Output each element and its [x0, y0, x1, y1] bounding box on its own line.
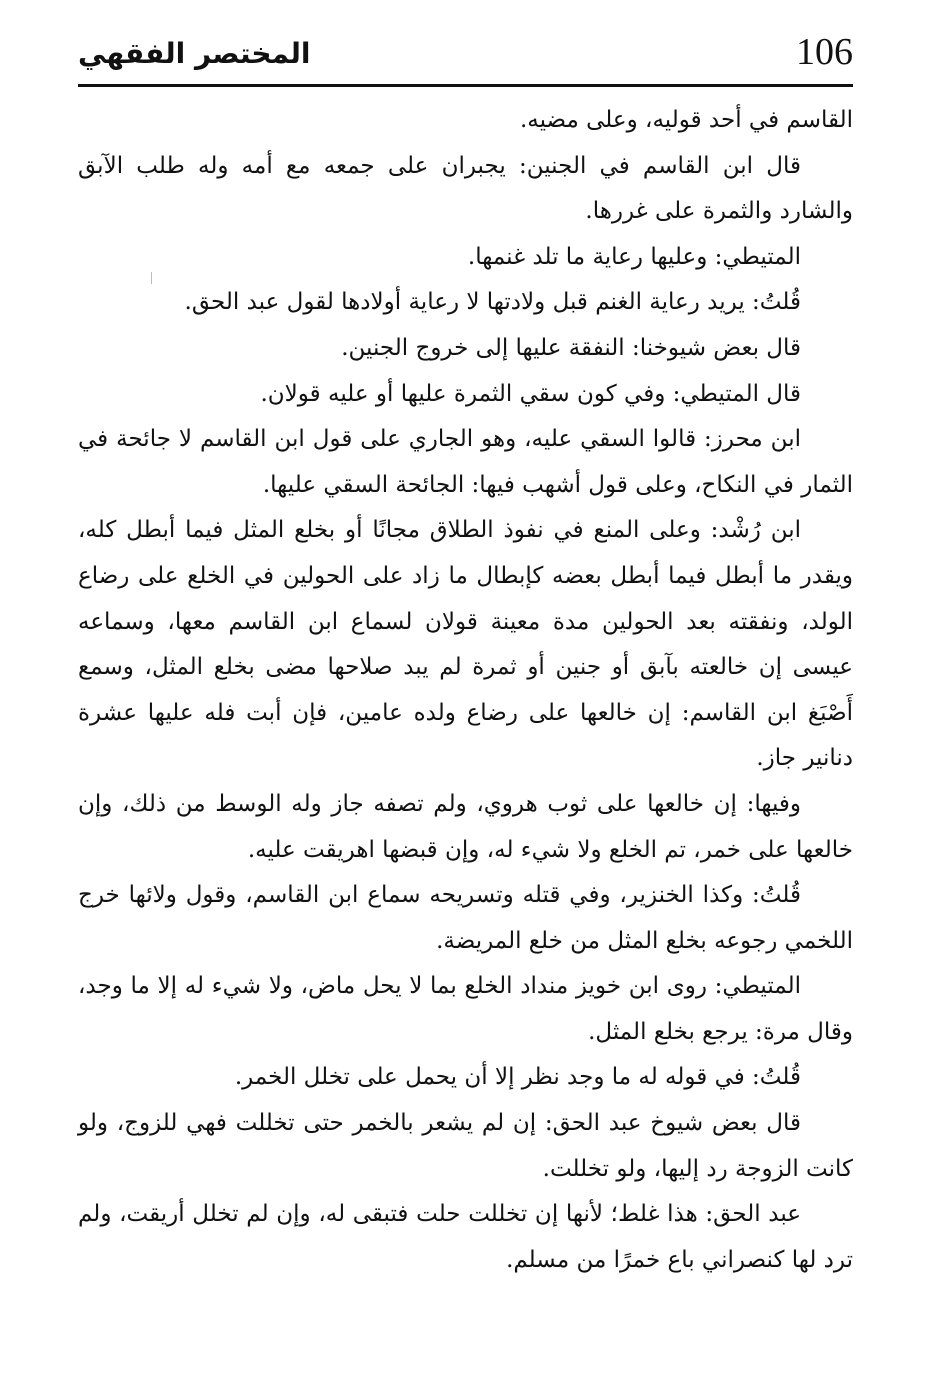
paragraph: وفيها: إن خالعها على ثوب هروي، ولم تصفه جاز وله الوسط من ذلك، وإن خالعها على خمر، تم الخلع ولا شيء له، وإن قبضها اهريقت عليه. [78, 790, 853, 863]
paragraph: المتيطي: وعليها رعاية ما تلد غنمها. [467, 243, 801, 270]
paragraph: قال ابن القاسم في الجنين: يجبران على جمعه مع أمه وله طلب الآبق والشارد والثمرة على غررها. [78, 152, 853, 225]
paragraph: القاسم في أحد قوليه، وعلى مضيه. [519, 107, 853, 133]
page-header [78, 28, 853, 87]
paragraph: ابن رُشْد: وعلى المنع في نفوذ الطلاق مجانًا أو بخلع المثل فيما أبطل كله، ويقدر ما أبطل فيما أبطل بعضه كإبطال ما زاد على الحولين في الخلع على رضاع الولد، ونفقته بعد الحولين مدة معينة قولان لسماع ابن القاسم معها، وسماعه عيسى إن خالعته بآبق أو جنين أو ثمرة لم يبد صلاحها مضى بخلع المثل، وسمع أَصْبَغ ابن القاسم: إن خالعها على رضاع ولده عامين، فإن أبت فله عليها عشرة دنانير جاز. [78, 517, 853, 772]
running-title: المختصر الفقهي [78, 37, 311, 70]
page-number: 106 [796, 31, 853, 73]
paragraph: قال المتيطي: وفي كون سقي الثمرة عليها أو عليه قولان. [260, 380, 801, 407]
paragraph: ابن محرز: قالوا السقي عليه، وهو الجاري على قول ابن القاسم لا جائحة في الثمار في النكاح، وعلى قول أشهب فيها: الجائحة السقي عليها. [78, 426, 853, 498]
paragraph: عبد الحق: هذا غلط؛ لأنها إن تخللت حلت فتبقى له، وإن لم تخلل أريقت، ولم ترد لها كنصراني باع خمرًا من مسلم. [78, 1201, 853, 1273]
paragraph: قُلتُ: وكذا الخنزير، وفي قتله وتسريحه سماع ابن القاسم، وقول ولائها خرج اللخمي رجوعه بخلع المثل من خلع المريضة. [78, 882, 853, 954]
paragraph: قال بعض شيوخنا: النفقة عليها إلى خروج الجنين. [341, 334, 801, 361]
paragraph: قُلتُ: في قوله له ما وجد نظر إلا أن يحمل على تخلل الخمر. [234, 1064, 801, 1091]
paragraph: قال بعض شيوخ عبد الحق: إن لم يشعر بالخمر حتى تخللت فهي للزوج، ولو كانت الزوجة رد إليها، ولو تخللت. [78, 1110, 853, 1182]
paragraph: المتيطي: روى ابن خويز منداد الخلع بما لا يحل ماض، ولا شيء له إلا ما وجد، وقال مرة: يرجع بخلع المثل. [78, 973, 853, 1045]
paragraph: قُلتُ: يريد رعاية الغنم قبل ولادتها لا رعاية أولادها لقول عبد الحق. [184, 289, 801, 316]
body-text [78, 98, 853, 1283]
